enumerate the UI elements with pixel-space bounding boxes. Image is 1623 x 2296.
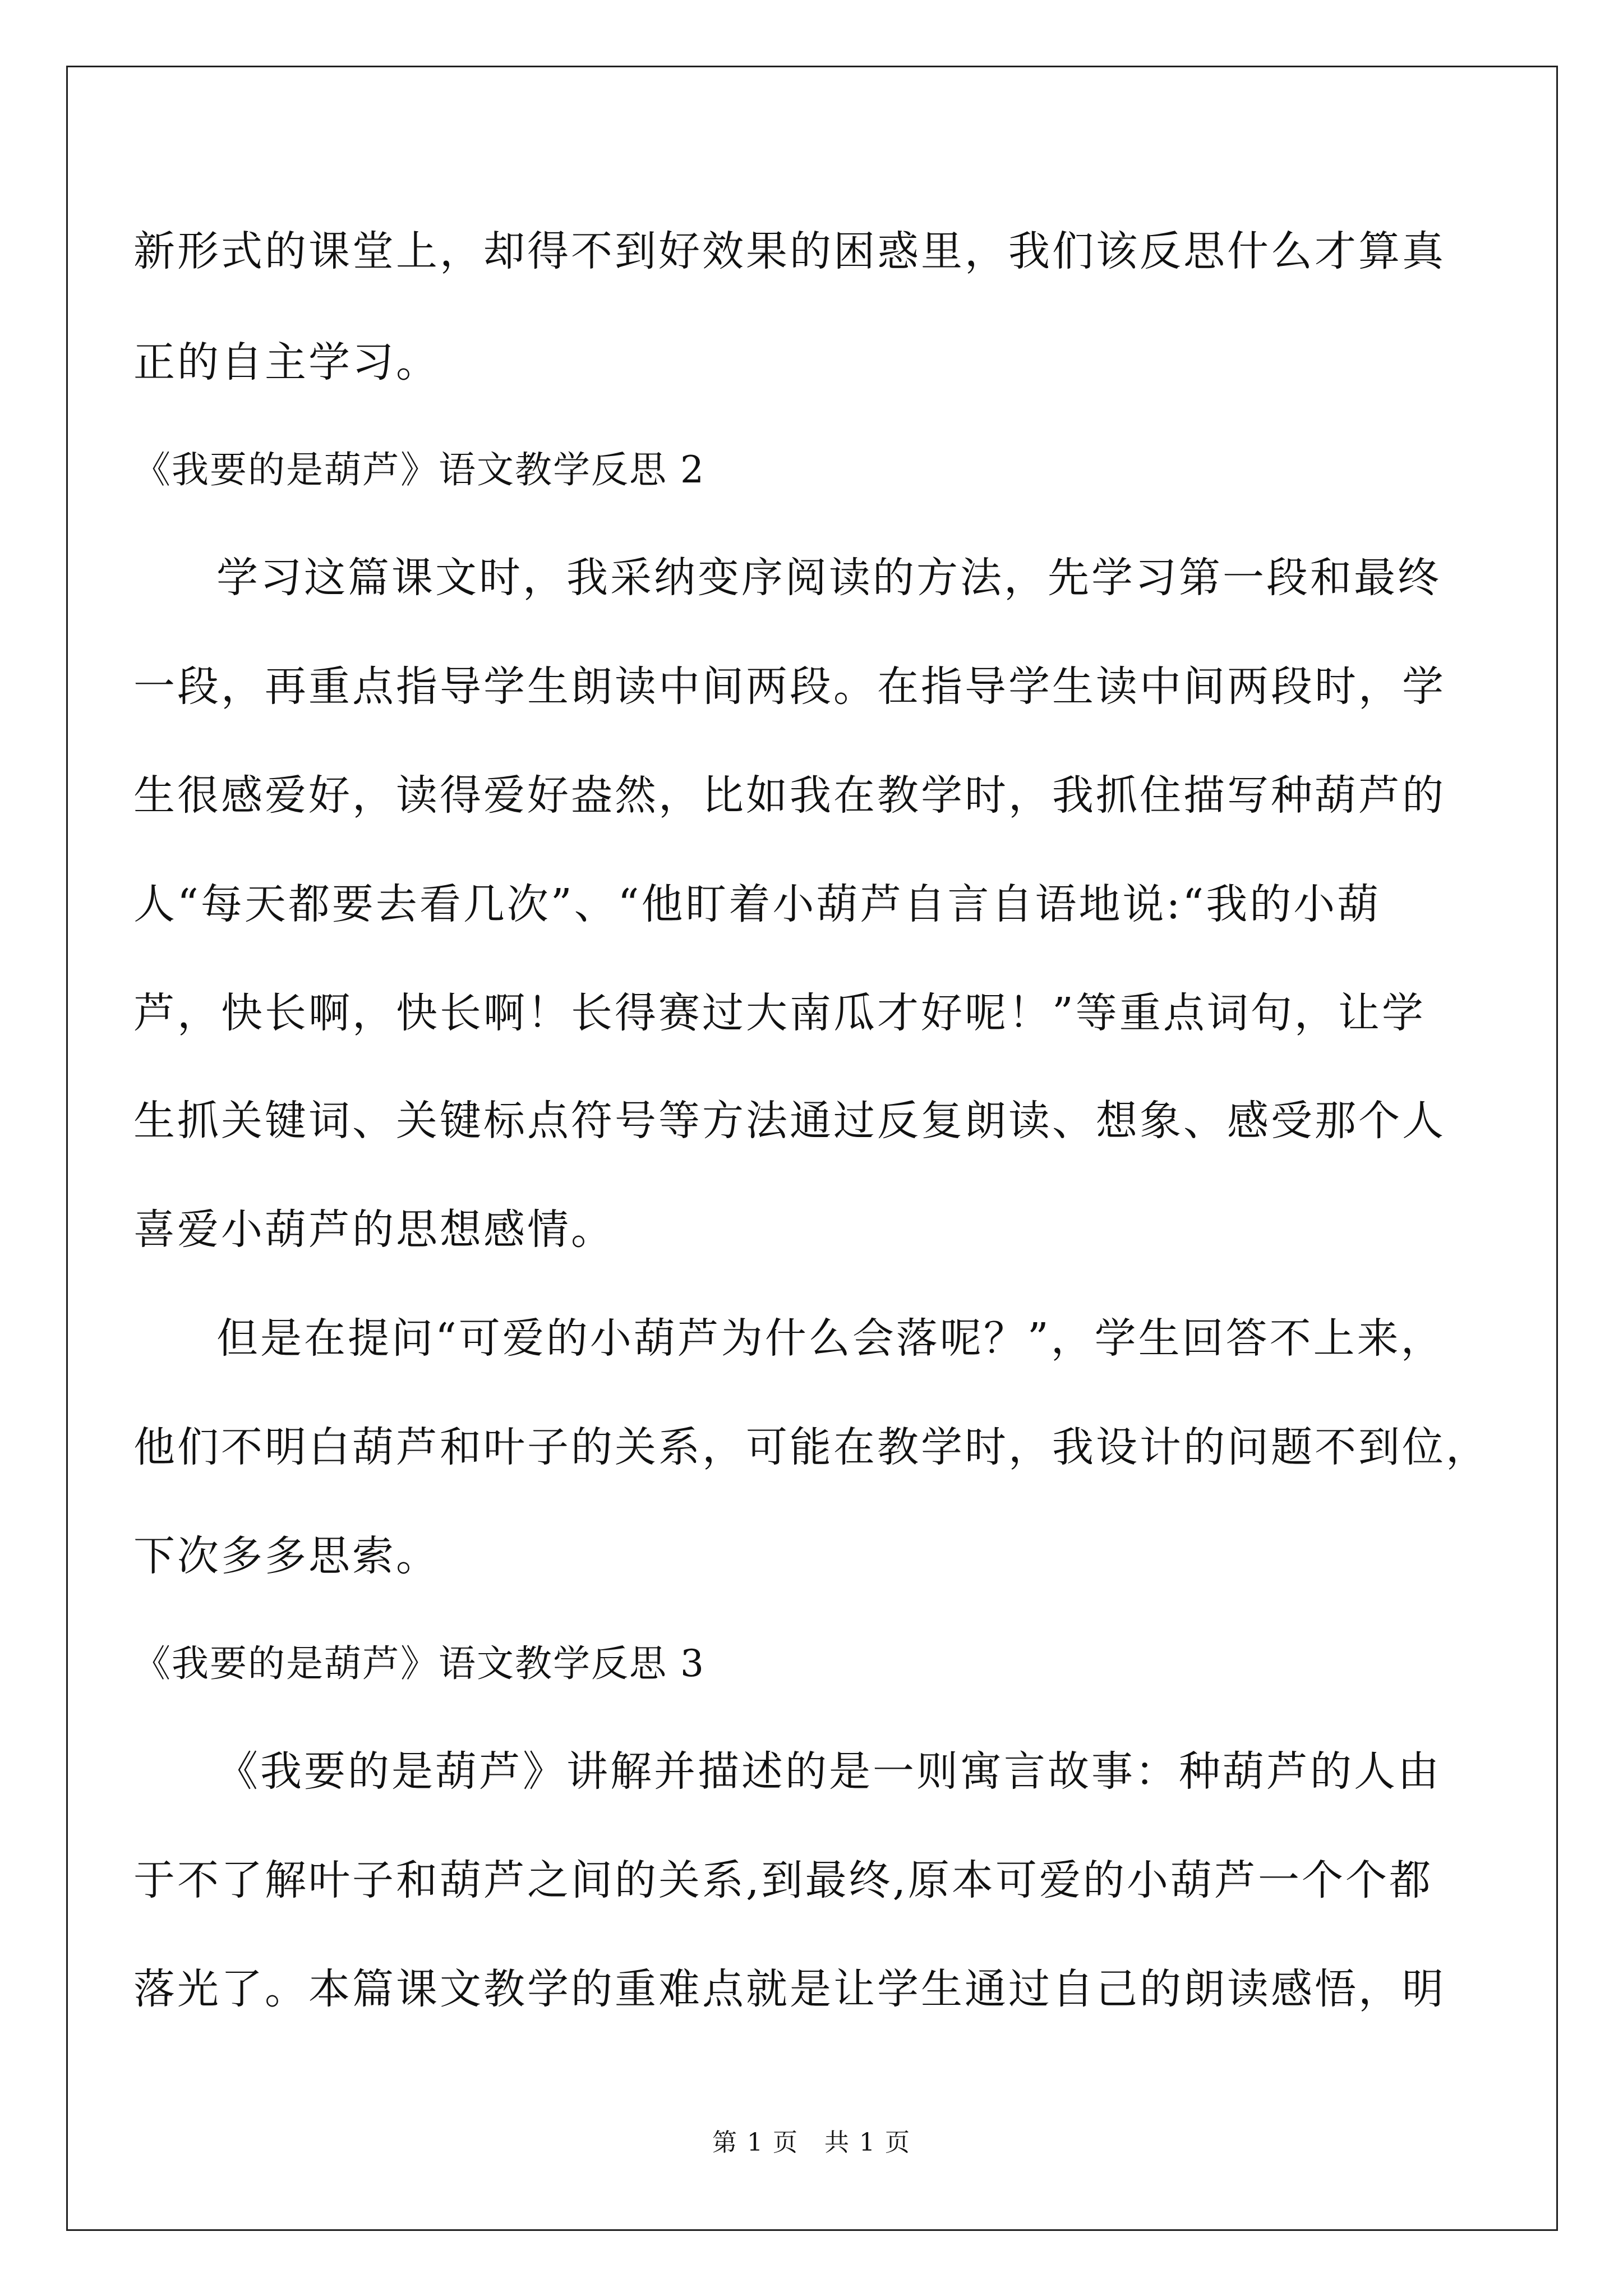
paragraph-line: 《我要的是葫芦》讲解并描述的是一则寓言故事：种葫芦的人由 (216, 1747, 1441, 1796)
paragraph-line: 他们不明白葫芦和叶子的关系，可能在教学时，我设计的问题不到位， (133, 1423, 1490, 1471)
paragraph-line: 下次多多思索。 (133, 1532, 440, 1580)
section-heading: 《我要的是葫芦》语文教学反思 3 (133, 1642, 705, 1685)
paragraph-line: 正的自主学习。 (133, 338, 440, 386)
paragraph-line: 学习这篇课文时，我采纳变序阅读的方法，先学习第一段和最终 (216, 554, 1441, 602)
section-heading: 《我要的是葫芦》语文教学反思 2 (133, 448, 705, 491)
paragraph-line: 落光了。本篇课文教学的重难点就是让学生通过自己的朗读感悟，明 (133, 1965, 1446, 2013)
paragraph-line: 但是在提问“可爱的小葫芦为什么会落呢？”，学生回答不上来， (216, 1314, 1445, 1363)
paragraph-line: 生抓关键词、关键标点符号等方法通过反复朗读、想象、感受那个人 (133, 1097, 1446, 1145)
paragraph-line: 生很感爱好，读得爱好盎然，比如我在教学时，我抓住描写种葫芦的 (133, 771, 1446, 820)
paragraph-line: 一段，再重点指导学生朗读中间两段。在指导学生读中间两段时，学 (133, 662, 1446, 711)
paragraph-line: 于不了解叶子和葫芦之间的关系,到最终,原本可爱的小葫芦一个个都 (133, 1856, 1433, 1904)
paragraph-line: 人“每天都要去看几次”、“他盯着小葫芦自言自语地说:“我的小葫 (133, 880, 1381, 928)
page-footer: 第 1 页 共 1 页 (712, 2128, 911, 2157)
paragraph-line: 新形式的课堂上，却得不到好效果的困惑里，我们该反思什么才算真 (133, 227, 1446, 275)
paragraph-line: 芦，快长啊，快长啊！长得赛过大南瓜才好呢！”等重点词句，让学 (133, 989, 1426, 1037)
paragraph-line: 喜爱小葫芦的思想感情。 (133, 1205, 615, 1254)
